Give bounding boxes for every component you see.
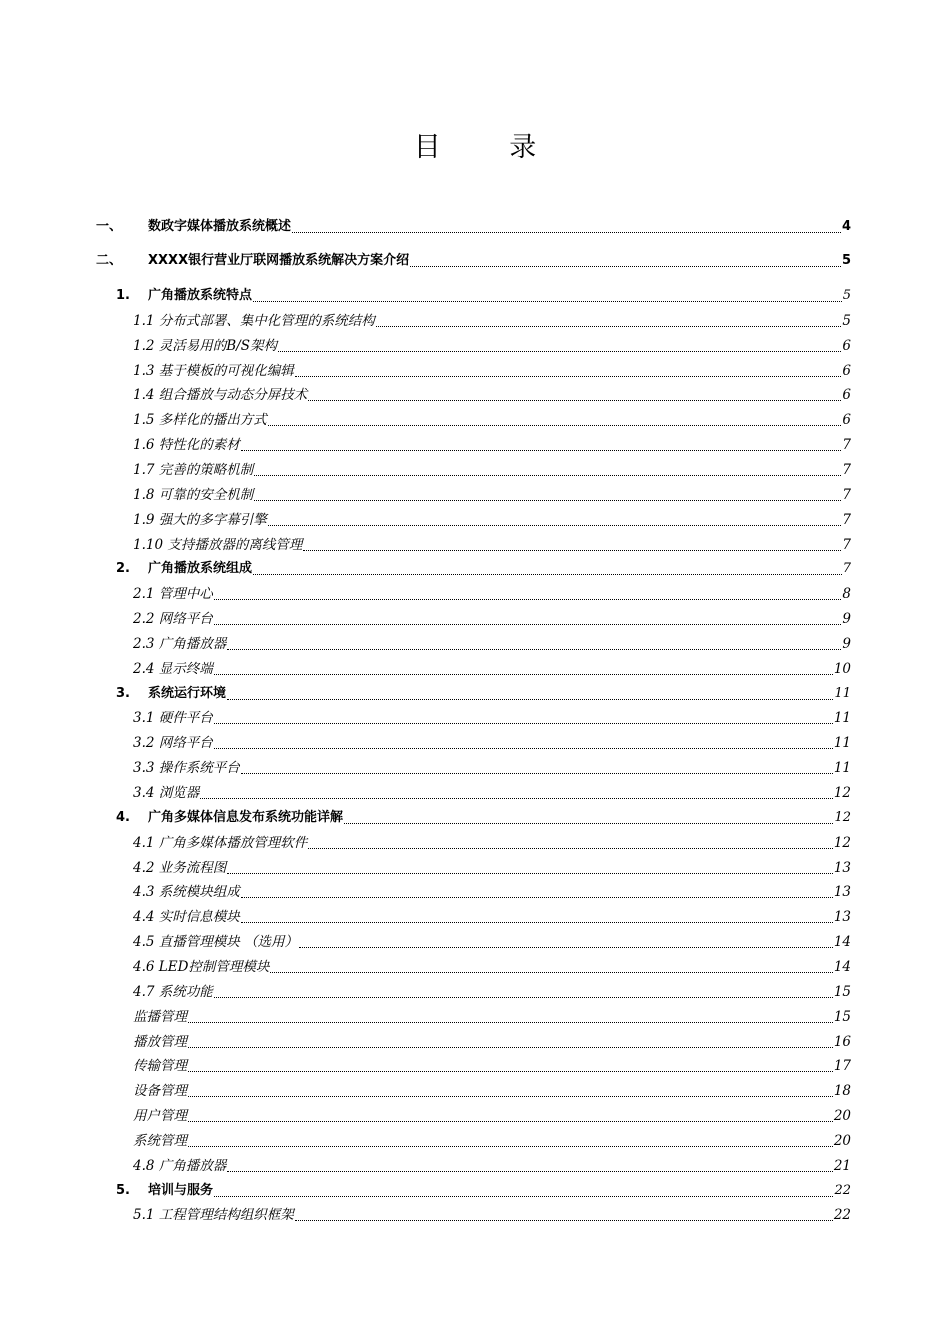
- toc-entry-label: XXXX银行营业厅联网播放系统解决方案介绍: [148, 253, 410, 268]
- toc-entry[interactable]: [0, 554, 851, 578]
- toc-entry[interactable]: [0, 803, 851, 827]
- toc-leader-dots: [227, 648, 841, 650]
- toc-entry[interactable]: [0, 281, 851, 305]
- toc-entry-label: 监播管理: [133, 1008, 187, 1025]
- toc-entry-page: 11: [833, 760, 851, 777]
- toc-entry-label: 4.6 LED控制管理模块: [133, 958, 270, 975]
- toc-entry[interactable]: [0, 1002, 851, 1026]
- toc-leader-dots: [227, 1170, 833, 1172]
- toc-entry-page: 7: [842, 437, 851, 454]
- toc-entry-label: 4.5 直播管理模块 （选用）: [133, 934, 299, 951]
- toc-leader-dots: [188, 1021, 833, 1023]
- toc-entry[interactable]: [0, 703, 851, 727]
- toc-entry-page: 7: [842, 511, 851, 528]
- toc-entry[interactable]: [0, 356, 851, 380]
- toc-entry-page: 12: [833, 834, 851, 851]
- toc-entry-label: 1.1 分布式部署、集中化管理的系统结构: [133, 312, 375, 329]
- toc-leader-dots: [227, 872, 833, 874]
- toc-entry-page: 14: [833, 934, 851, 951]
- toc-entry-label: 3.2 网络平台: [133, 735, 213, 752]
- toc-leader-dots: [295, 1219, 833, 1221]
- toc-leader-dots: [299, 946, 833, 948]
- toc-entry-label: 4.4 实时信息模块: [133, 909, 240, 926]
- toc-entry-page: 11: [833, 710, 851, 727]
- toc-entry-page: 13: [833, 884, 851, 901]
- toc-entry-label: 1.2 灵活易用的B/S架构: [133, 337, 277, 354]
- toc-entry-page: 11: [833, 735, 851, 752]
- toc-leader-dots: [188, 1046, 833, 1048]
- toc-entry-page: 15: [833, 983, 851, 1000]
- toc-entry-label: 系统运行环境: [148, 685, 227, 701]
- toc-entry[interactable]: [0, 380, 851, 404]
- toc-entry[interactable]: [0, 430, 851, 454]
- toc-entry-label: 5.1 工程管理结构组织框架: [133, 1207, 294, 1224]
- toc-entry-page: 5: [842, 288, 851, 303]
- toc-entry[interactable]: [0, 246, 851, 270]
- toc-title: 目 录: [413, 132, 567, 163]
- toc-entry-label: 2.2 网络平台: [133, 611, 213, 628]
- toc-leader-dots: [188, 1095, 833, 1097]
- toc-entry[interactable]: [0, 480, 851, 504]
- toc-entry-page: 9: [842, 611, 851, 628]
- toc-entry-label: 3.1 硬件平台: [133, 710, 213, 727]
- toc-entry-page: 18: [833, 1083, 851, 1100]
- toc-entry-number: 4.: [116, 809, 130, 825]
- toc-entry-label: 3.4 浏览器: [133, 785, 200, 801]
- toc-leader-dots: [200, 797, 833, 799]
- toc-entry[interactable]: [0, 405, 851, 429]
- toc-entry[interactable]: [0, 1101, 851, 1125]
- toc-entry[interactable]: [0, 212, 851, 236]
- toc-entry-label: 广角播放系统特点: [148, 288, 253, 303]
- toc-leader-dots: [188, 1120, 833, 1122]
- toc-entry-page: 13: [833, 909, 851, 926]
- toc-entry-page: 12: [834, 809, 851, 825]
- toc-leader-dots: [410, 265, 841, 267]
- toc-leader-dots: [253, 300, 842, 302]
- toc-leader-dots: [214, 747, 833, 749]
- toc-entry[interactable]: [0, 778, 851, 802]
- toc-entry-page: 9: [842, 635, 851, 652]
- toc-entry-label: 2.1 管理中心: [133, 586, 213, 603]
- toc-entry[interactable]: [0, 753, 851, 777]
- toc-entry-page: 6: [842, 412, 851, 429]
- toc-leader-dots: [241, 896, 833, 898]
- toc-entry-label: 系统管理: [133, 1132, 187, 1149]
- toc-entry-label: 1.5 多样化的播出方式: [133, 412, 267, 429]
- toc-leader-dots: [214, 1195, 833, 1197]
- toc-entry-page: 11: [834, 685, 851, 701]
- toc-entry-page: 4: [841, 219, 851, 234]
- toc-entry[interactable]: [0, 1200, 851, 1224]
- toc-entry-label: 4.2 业务流程图: [133, 859, 227, 876]
- toc-leader-dots: [268, 424, 842, 426]
- toc-leader-dots: [308, 399, 841, 401]
- toc-entry-page: 7: [842, 461, 851, 478]
- toc-entry[interactable]: [0, 1027, 851, 1051]
- toc-entry-number: 3.: [116, 685, 130, 701]
- toc-leader-dots: [214, 996, 833, 998]
- toc-leader-dots: [227, 698, 833, 700]
- toc-entry[interactable]: [0, 455, 851, 479]
- toc-entry[interactable]: [0, 604, 851, 628]
- toc-leader-dots: [270, 971, 832, 973]
- toc-leader-dots: [344, 822, 833, 824]
- toc-leader-dots: [241, 921, 833, 923]
- toc-leader-dots: [188, 1070, 833, 1072]
- toc-entry-number: 二、: [96, 253, 123, 268]
- toc-entry[interactable]: [0, 679, 851, 703]
- toc-entry-page: 6: [842, 337, 851, 354]
- toc-entry-label: 传输管理: [133, 1058, 187, 1075]
- toc-entry-page: 7: [842, 536, 851, 553]
- toc-entry-label: 1.6 特性化的素材: [133, 437, 240, 454]
- toc-entry[interactable]: [0, 1151, 851, 1175]
- toc-entry-label: 4.1 广角多媒体播放管理软件: [133, 834, 308, 851]
- toc-entry-page: 7: [842, 561, 851, 577]
- toc-entry-page: 14: [833, 958, 851, 975]
- toc-leader-dots: [308, 847, 833, 849]
- toc-entry-label: 4.3 系统模块组成: [133, 884, 240, 901]
- toc-entry[interactable]: [0, 306, 851, 330]
- toc-leader-dots: [214, 623, 842, 625]
- toc-entry[interactable]: [0, 629, 851, 653]
- toc-entry[interactable]: [0, 654, 851, 678]
- toc-entry[interactable]: [0, 1051, 851, 1075]
- toc-entry-label: 用户管理: [133, 1108, 187, 1125]
- toc-entry[interactable]: [0, 927, 851, 951]
- toc-entry-number: 一、: [96, 219, 123, 234]
- toc-entry-label: 3.3 操作系统平台: [133, 760, 240, 777]
- toc-entry-page: 10: [833, 660, 851, 677]
- toc-entry-number: 2.: [116, 561, 130, 577]
- toc-entry-label: 广角多媒体信息发布系统功能详解: [148, 809, 344, 825]
- toc-entry[interactable]: [0, 579, 851, 603]
- toc-entry[interactable]: [0, 977, 851, 1001]
- toc-leader-dots: [214, 722, 833, 724]
- toc-leader-dots: [376, 325, 842, 327]
- toc-entry-label: 2.4 显示终端: [133, 660, 213, 677]
- toc-leader-dots: [253, 573, 842, 575]
- toc-leader-dots: [292, 231, 841, 233]
- toc-entry-label: 培训与服务: [148, 1182, 214, 1198]
- toc-entry[interactable]: [0, 853, 851, 877]
- toc-leader-dots: [303, 549, 841, 551]
- toc-entry-label: 播放管理: [133, 1033, 187, 1050]
- toc-leader-dots: [214, 673, 833, 675]
- toc-entry[interactable]: [0, 1076, 851, 1100]
- toc-entry-label: 数政字媒体播放系统概述: [148, 219, 292, 234]
- toc-entry-label: 广角播放系统组成: [148, 561, 253, 577]
- toc-entry-page: 12: [833, 785, 851, 801]
- toc-entry-page: 5: [841, 253, 851, 268]
- toc-entry-number: 1.: [116, 288, 130, 303]
- toc-entry[interactable]: [0, 728, 851, 752]
- toc-entry-page: 7: [842, 486, 851, 503]
- toc-leader-dots: [295, 375, 842, 377]
- toc-leader-dots: [241, 449, 842, 451]
- toc-entry[interactable]: [0, 1126, 851, 1150]
- toc-entry-label: 1.8 可靠的安全机制: [133, 486, 254, 503]
- toc-entry-page: 20: [833, 1132, 851, 1149]
- toc-entry-label: 4.8 广角播放器: [133, 1157, 227, 1174]
- toc-entry[interactable]: [0, 505, 851, 529]
- toc-entry[interactable]: [0, 530, 851, 554]
- toc-entry-label: 1.4 组合播放与动态分屏技术: [133, 387, 308, 404]
- toc-entry-page: 13: [833, 859, 851, 876]
- toc-entry-page: 16: [833, 1033, 851, 1050]
- toc-entry-page: 8: [842, 586, 851, 603]
- toc-entry-label: 设备管理: [133, 1083, 187, 1100]
- toc-entry[interactable]: [0, 331, 851, 355]
- toc-entry-label: 2.3 广角播放器: [133, 635, 227, 652]
- toc-leader-dots: [278, 350, 841, 352]
- toc-entry-page: 6: [842, 362, 851, 379]
- toc-entry-page: 21: [833, 1157, 851, 1174]
- toc-leader-dots: [268, 524, 842, 526]
- toc-entry-number: 5.: [116, 1182, 130, 1198]
- toc-leader-dots: [241, 772, 833, 774]
- toc-entry-page: 20: [833, 1108, 851, 1125]
- toc-entry-page: 6: [842, 387, 851, 404]
- toc-leader-dots: [188, 1145, 833, 1147]
- toc-entry-page: 22: [833, 1207, 851, 1224]
- toc-leader-dots: [254, 474, 841, 476]
- toc-entry[interactable]: [0, 828, 851, 852]
- toc-leader-dots: [254, 499, 841, 501]
- toc-entry-page: 15: [833, 1008, 851, 1025]
- toc-entry-label: 1.9 强大的多字幕引擎: [133, 511, 267, 528]
- toc-entry-page: 17: [833, 1058, 851, 1075]
- toc-entry-label: 1.3 基于模板的可视化编辑: [133, 362, 294, 379]
- toc-entry-page: 5: [842, 312, 851, 329]
- toc-entry[interactable]: [0, 902, 851, 926]
- toc-entry-label: 4.7 系统功能: [133, 983, 213, 1000]
- toc-entry[interactable]: [0, 952, 851, 976]
- toc-entry[interactable]: [0, 877, 851, 901]
- toc-entry-label: 1.7 完善的策略机制: [133, 461, 254, 478]
- toc-entry[interactable]: [0, 1176, 851, 1200]
- toc-entry-page: 22: [834, 1182, 851, 1198]
- toc-leader-dots: [214, 598, 842, 600]
- toc-entry-label: 1.10 支持播放器的离线管理: [133, 536, 303, 553]
